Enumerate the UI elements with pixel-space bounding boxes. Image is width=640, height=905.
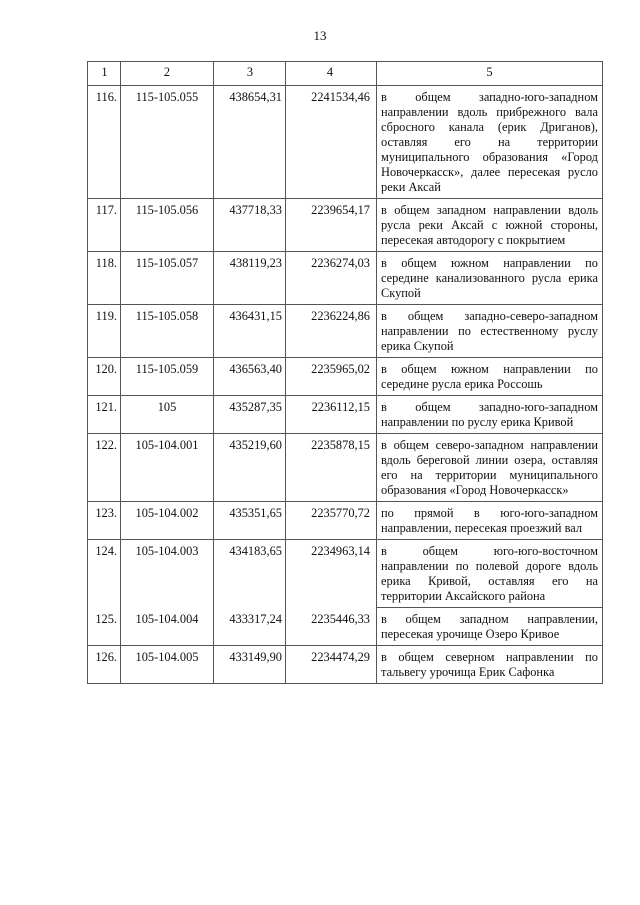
point-code: 115-105.058 [121,305,214,358]
column-header-1: 1 [88,62,121,86]
coordinate-x: 434183,65 [214,540,286,608]
boundary-description: в общем западно-юго-западном направлении по руслу ерика Кривой [377,396,603,434]
row-number: 116. [88,86,121,199]
coordinate-y: 2234474,29 [286,646,377,684]
row-number: 126. [88,646,121,684]
table-row [88,502,603,540]
coordinate-x: 438119,23 [214,252,286,305]
coordinate-x: 435287,35 [214,396,286,434]
table-row [88,396,603,434]
coordinate-y: 2235878,15 [286,434,377,502]
table-header-row [88,62,603,86]
table-row [88,540,603,608]
coordinate-x: 435219,60 [214,434,286,502]
table-row [88,199,603,252]
coordinate-y: 2234963,14 [286,540,377,608]
column-header-4: 4 [286,62,377,86]
boundary-description: в общем южном направлении по середине русла ерика Россошь [377,358,603,396]
row-number: 117. [88,199,121,252]
coordinate-y: 2235770,72 [286,502,377,540]
boundary-description: в общем западно-северо-западном направлении по естественному руслу ерика Скупой [377,305,603,358]
point-code: 105-104.003 [121,540,214,608]
row-number: 120. [88,358,121,396]
point-code: 105-104.004 [121,608,214,646]
row-number: 121. [88,396,121,434]
coordinate-y: 2236224,86 [286,305,377,358]
boundary-description: в общем северо-западном направлении вдоль береговой линии озера, оставляя его на территории муниципального образования «Город Новочеркасск» [377,434,603,502]
boundary-description: в общем западном направлении, пересекая урочище Озеро Кривое [377,608,603,646]
point-code: 115-105.059 [121,358,214,396]
point-code: 105-104.005 [121,646,214,684]
coordinate-y: 2236112,15 [286,396,377,434]
column-header-3: 3 [214,62,286,86]
point-code: 115-105.057 [121,252,214,305]
point-code: 105 [121,396,214,434]
coordinate-x: 435351,65 [214,502,286,540]
row-number: 124. [88,540,121,608]
row-number: 118. [88,252,121,305]
table-row [88,305,603,358]
table-row [88,608,603,646]
coordinate-x: 436431,15 [214,305,286,358]
boundary-description: в общем юго-юго-восточном направлении по полевой дороге вдоль ерика Кривой, оставляя его на территории Аксайского района [377,540,603,608]
point-code: 105-104.002 [121,502,214,540]
coordinate-x: 433317,24 [214,608,286,646]
column-header-2: 2 [121,62,214,86]
point-code: 105-104.001 [121,434,214,502]
row-number: 119. [88,305,121,358]
row-number: 122. [88,434,121,502]
table-row [88,86,603,199]
boundary-description: в общем северном направлении по тальвегу урочища Ерик Сафонка [377,646,603,684]
coordinate-x: 438654,31 [214,86,286,199]
coordinate-x: 437718,33 [214,199,286,252]
coordinate-x: 433149,90 [214,646,286,684]
row-number: 123. [88,502,121,540]
point-code: 115-105.055 [121,86,214,199]
coordinate-y: 2235965,02 [286,358,377,396]
table-row [88,434,603,502]
boundary-points-table [87,61,603,684]
row-number: 125. [88,608,121,646]
boundary-description: в общем южном направлении по середине канализованного русла ерика Скупой [377,252,603,305]
page-number: 13 [313,28,327,43]
boundary-description: в общем западно-юго-западном направлении вдоль прибрежного вала сбросного канала (ерик Дриганов), оставляя его на территории муниципального образования «Город Новочеркасск», далее пересекая русло реки Аксай [377,86,603,199]
coordinate-y: 2235446,33 [286,608,377,646]
column-header-5: 5 [377,62,603,86]
coordinate-y: 2241534,46 [286,86,377,199]
table-row [88,252,603,305]
boundary-description: в общем западном направлении вдоль русла реки Аксай с южной стороны, пересекая автодорогу с покрытием [377,199,603,252]
coordinate-x: 436563,40 [214,358,286,396]
coordinate-y: 2239654,17 [286,199,377,252]
table-row [88,358,603,396]
boundary-description: по прямой в юго-юго-западном направлении, пересекая проезжий вал [377,502,603,540]
point-code: 115-105.056 [121,199,214,252]
table-row [88,646,603,684]
coordinate-y: 2236274,03 [286,252,377,305]
